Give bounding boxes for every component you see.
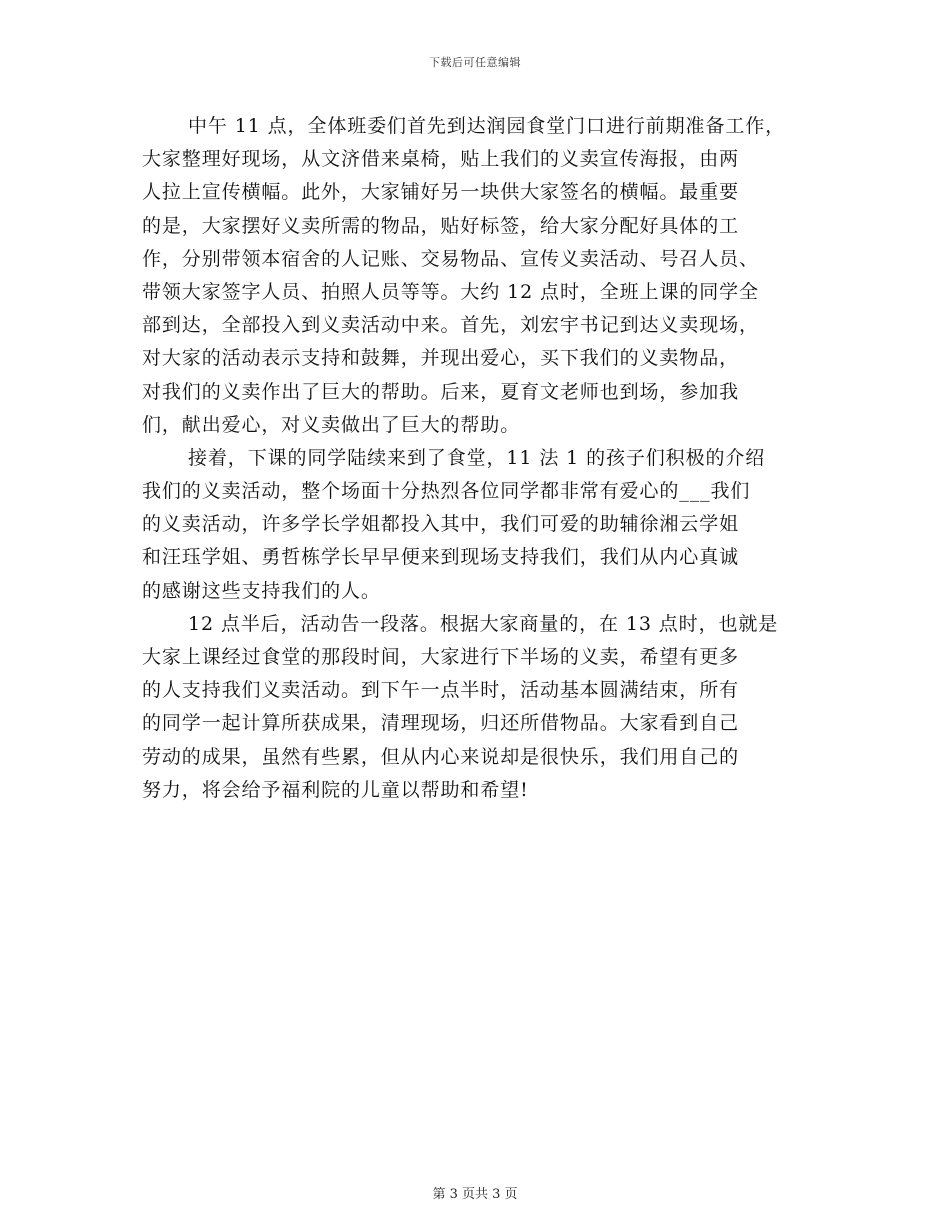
text-line: 大家整理好现场，从文济借来桌椅，贴上我们的义卖宣传海报，由两 [142, 148, 740, 171]
text-line: 人拉上宣传横幅。此外，大家铺好另一块供大家签名的横幅。最重要 [142, 181, 740, 204]
page-footer: 第 3 页共 3 页 [432, 1187, 518, 1202]
text-line: 接着，下课的同学陆续来到了食堂，11 法 1 的孩子们积极的介绍 [188, 446, 766, 469]
page-header: 下载后可任意编辑 [429, 56, 521, 69]
text-line: 大家上课经过食堂的那段时间，大家进行下半场的义卖，希望有更多 [142, 646, 740, 668]
text-line: 们，献出爱心，对义卖做出了巨大的帮助。 [142, 413, 521, 436]
text-line: 努力，将会给予福利院的儿童以帮助和希望! [142, 778, 529, 801]
text-line: 作，分别带领本宿舍的人记账、交易物品、宣传义卖活动、号召人员、 [142, 247, 759, 270]
text-line: 的感谢这些支持我们的人。 [142, 579, 381, 602]
document-body [142, 110, 812, 807]
text-line: 劳动的成果，虽然有些累，但从内心来说却是很快乐，我们用自己的 [142, 745, 740, 768]
text-line: 的同学一起计算所获成果，清理现场，归还所借物品。大家看到自己 [142, 712, 740, 735]
text-line: 的人支持我们义卖活动。到下午一点半时，活动基本圆满结束，所有 [142, 679, 740, 702]
paragraph-3 [142, 608, 812, 807]
text-line: 部到达，全部投入到义卖活动中来。首先，刘宏宇书记到达义卖现场， [142, 314, 759, 337]
paragraph-1 [142, 110, 812, 442]
text-line: 我们的义卖活动，整个场面十分热烈各位同学都非常有爱心的___我们 [142, 480, 751, 503]
text-line: 带领大家签字人员、拍照人员等等。大约 12 点时，全班上课的同学全 [142, 280, 759, 303]
text-line: 的是，大家摆好义卖所需的物品，贴好标签，给大家分配好具体的工 [142, 214, 740, 237]
text-line: 中午 11 点，全体班委们首先到达润园食堂门口进行前期准备工作， [188, 115, 786, 137]
text-line: 12 点半后，活动告一段落。根据大家商量的，在 13 点时，也就是 [188, 612, 779, 635]
text-line: 和汪珏学姐、勇哲栋学长早早便来到现场支持我们，我们从内心真诚 [142, 546, 740, 569]
text-line: 的义卖活动，许多学长学姐都投入其中，我们可爱的助辅徐湘云学姐 [142, 513, 740, 536]
text-line: 对大家的活动表示支持和鼓舞，并现出爱心，买下我们的义卖物品， [142, 347, 740, 370]
paragraph-2 [142, 442, 812, 608]
text-line: 对我们的义卖作出了巨大的帮助。后来，夏育文老师也到场，参加我 [142, 380, 740, 403]
